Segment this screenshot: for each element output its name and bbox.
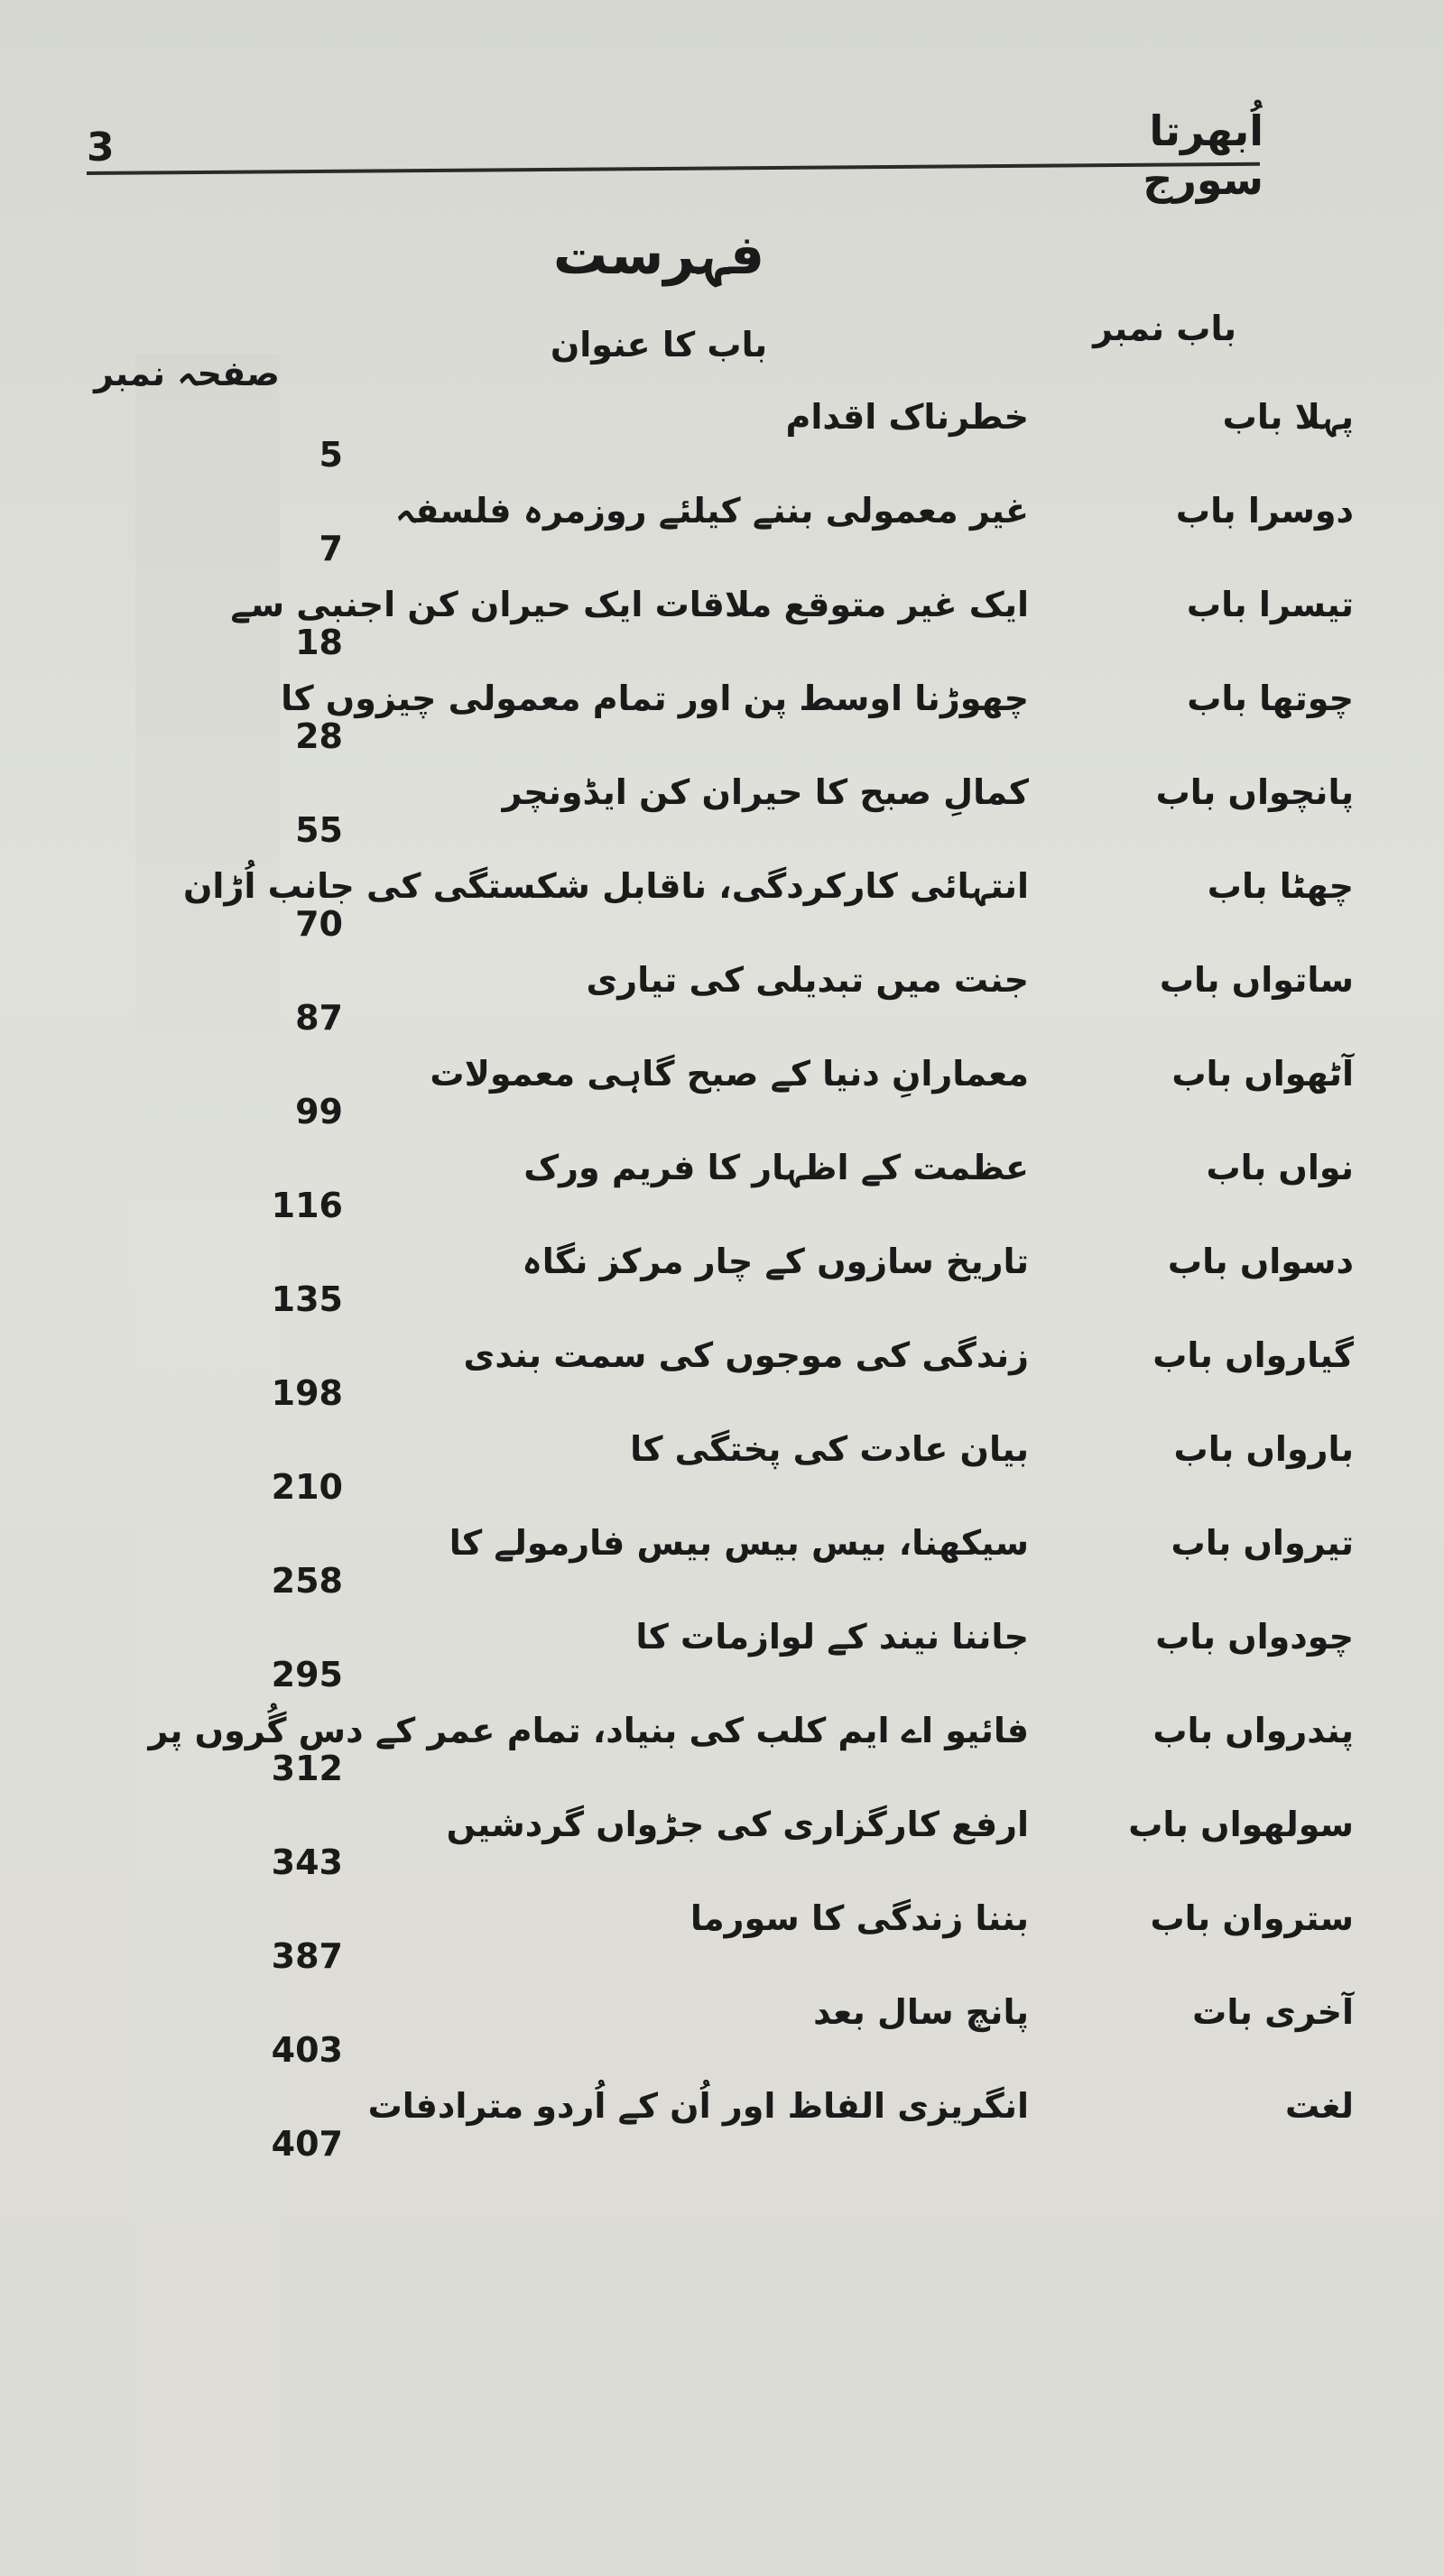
toc-entry-chapter: ستروان باب (1150, 1898, 1354, 1938)
toc-entry-title: ایک غیر متوقع ملاقات ایک حیران کن اجنبی سے (230, 585, 1029, 624)
toc-entry-chapter: آٹھواں باب (1171, 1054, 1354, 1094)
toc-entry-page: 210 (271, 1467, 343, 1507)
toc-entry-title: جاننا نیند کے لوازمات کا (635, 1617, 1029, 1657)
toc-entry-chapter: تیرواں باب (1171, 1523, 1354, 1563)
toc-entry-chapter: ساتواں باب (1159, 960, 1354, 1000)
toc-entry-title: بننا زندگی کا سورما (690, 1898, 1029, 1938)
toc-entry-chapter: پندرواں باب (1152, 1711, 1354, 1750)
toc-entry (0, 1148, 1444, 1225)
toc-entry-chapter: چوتھا باب (1187, 679, 1354, 718)
toc-entry (0, 1242, 1444, 1319)
toc-entry-title: سیکھنا، بیس بیس بیس فارمولے کا (449, 1523, 1029, 1563)
toc-entry-chapter: بارواں باب (1173, 1429, 1354, 1469)
toc-entry-page: 403 (271, 2030, 343, 2070)
toc-entry-page: 18 (295, 623, 343, 662)
toc-entry (0, 1992, 1444, 2070)
toc-entry (0, 1711, 1444, 1788)
toc-entry-chapter: دسواں باب (1167, 1242, 1354, 1281)
toc-entry-page: 28 (295, 716, 343, 756)
toc-entry-chapter: پانچواں باب (1155, 772, 1354, 812)
toc-entry-page: 198 (271, 1373, 343, 1413)
toc-entry (0, 1617, 1444, 1694)
toc-entry (0, 772, 1444, 850)
toc-entry (0, 1054, 1444, 1131)
toc-entry (0, 2086, 1444, 2164)
toc-entry-title: پانچ سال بعد (813, 1992, 1029, 2032)
toc-entry-title: معمارانِ دنیا کے صبح گاہی معمولات (430, 1054, 1029, 1094)
toc-entry-title: انگریزی الفاظ اور اُن کے اُردو مترادفات (367, 2086, 1029, 2126)
column-header-title: باب کا عنوان (550, 325, 768, 365)
toc-entry (0, 1523, 1444, 1601)
toc-entry-page: 7 (319, 529, 343, 568)
toc-entry-chapter: گیارواں باب (1152, 1335, 1354, 1375)
page-number: 3 (87, 125, 115, 171)
toc-entry (0, 1805, 1444, 1882)
toc-entry-page: 258 (271, 1561, 343, 1601)
toc-entry-page: 116 (271, 1186, 343, 1225)
toc-entry-page: 295 (271, 1655, 343, 1694)
toc-entry-title: خطرناک اقدام (785, 397, 1029, 437)
column-header-chapter: باب نمبر (1093, 309, 1236, 348)
toc-entry-page: 312 (271, 1749, 343, 1788)
toc-entry-chapter: لغت (1285, 2086, 1354, 2126)
toc-entry-page: 387 (271, 1936, 343, 1976)
toc-entry-title: کمالِ صبح کا حیران کن ایڈونچر (502, 772, 1029, 812)
toc-entry (0, 960, 1444, 1038)
toc-entry-title: جنت میں تبدیلی کی تیاری (586, 960, 1029, 1000)
toc-entry-title: بیان عادت کی پختگی کا (630, 1429, 1029, 1469)
toc-entry-chapter: پہلا باب (1222, 397, 1354, 437)
toc-entry (0, 491, 1444, 568)
toc-entry-chapter: سولھواں باب (1128, 1805, 1354, 1844)
toc-entry (0, 1429, 1444, 1507)
toc-entry-page: 343 (271, 1842, 343, 1882)
toc-entry (0, 585, 1444, 662)
toc-entry-page: 407 (271, 2124, 343, 2164)
toc-entry-chapter: چودواں باب (1155, 1617, 1354, 1657)
toc-entry-title: تاریخ سازوں کے چار مرکز نگاہ (522, 1242, 1029, 1281)
column-header-page: صفحہ نمبر (135, 354, 280, 2576)
toc-entry-title: غیر معمولی بننے کیلئے روزمرہ فلسفہ (394, 491, 1029, 531)
toc-entry-page: 55 (295, 810, 343, 850)
toc-entry (0, 679, 1444, 756)
toc-entry (0, 397, 1444, 475)
running-title: اُبھرتا سورج (1143, 106, 1264, 204)
toc-entry-title: عظمت کے اظہار کا فریم ورک (523, 1148, 1029, 1187)
toc-entry-page: 99 (295, 1092, 343, 1131)
toc-entry-page: 135 (271, 1279, 343, 1319)
toc-entry-chapter: نواں باب (1206, 1148, 1354, 1187)
toc-entry (0, 1898, 1444, 1976)
toc-entry (0, 1335, 1444, 1413)
toc-entry-chapter: چھٹا باب (1207, 866, 1354, 906)
toc-entry-chapter: دوسرا باب (1175, 491, 1354, 531)
toc-entry-page: 70 (295, 904, 343, 944)
toc-entry (0, 866, 1444, 944)
toc-entry-page: 5 (319, 435, 343, 475)
toc-entry-title: فائیو اے ایم کلب کی بنیاد، تمام عمر کے دس گُروں پر (148, 1711, 1029, 1750)
toc-entry-title: انتہائی کارکردگی، ناقابل شکستگی کی جانب اُڑان (182, 866, 1029, 906)
toc-entry-title: ارفع کارگزاری کی جڑواں گردشیں (446, 1805, 1029, 1844)
toc-title: فہرست (552, 224, 765, 287)
toc-entry-title: زندگی کی موجوں کی سمت بندی (463, 1335, 1029, 1375)
toc-entry-chapter: آخری بات (1192, 1992, 1354, 2032)
toc-entry-page: 87 (295, 998, 343, 1038)
toc-entry-chapter: تیسرا باب (1186, 585, 1354, 624)
toc-entry-title: چھوڑنا اوسط پن اور تمام معمولی چیزوں کا (281, 679, 1029, 718)
